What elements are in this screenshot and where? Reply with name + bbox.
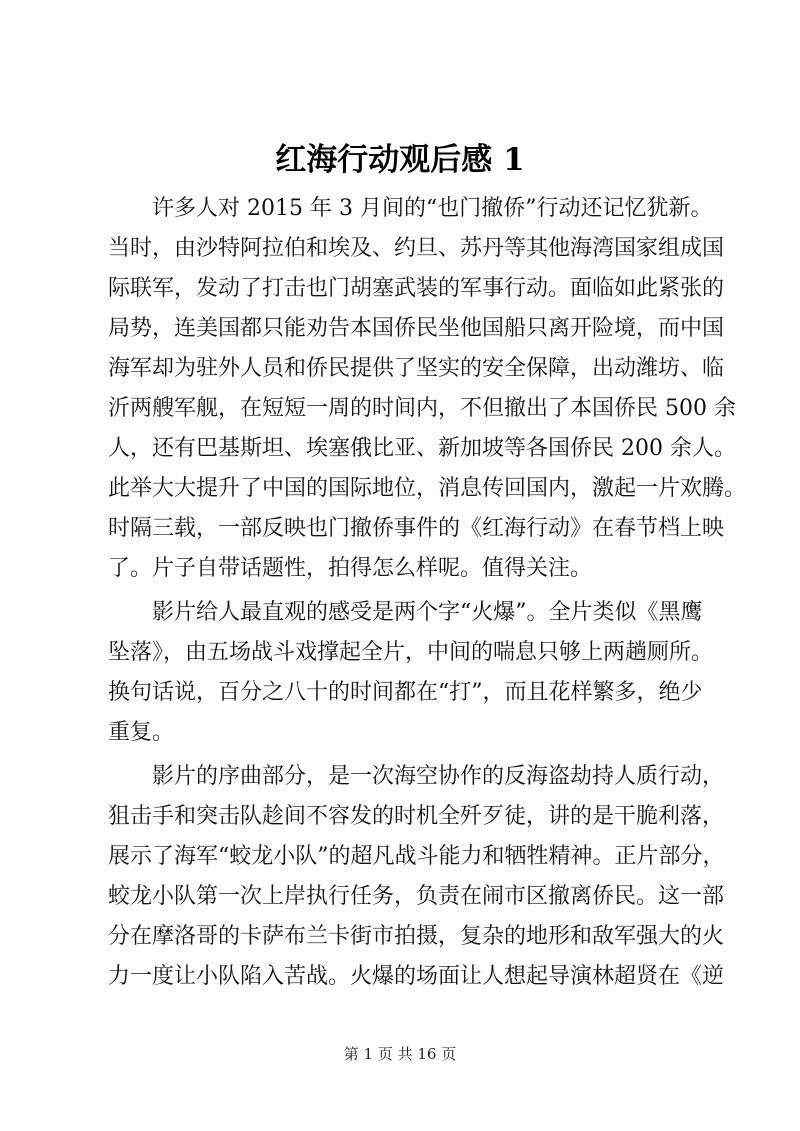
text-line: 分在摩洛哥的卡萨布兰卡街市拍摄，复杂的地形和敌军强大的火 xyxy=(108,924,725,949)
text-line: 狙击手和突击队趁间不容发的时机全歼歹徒，讲的是干脆利落， xyxy=(108,804,725,829)
text-line: 局势，连美国都只能劝告本国侨民坐他国船只离开险境，而中国 xyxy=(108,316,725,341)
text-line: 海军却为驻外人员和侨民提供了坚实的安全保障，出动潍坊、临 xyxy=(108,356,725,381)
text-line: 重复。 xyxy=(108,720,175,745)
text-line: 影片的序曲部分，是一次海空协作的反海盗劫持人质行动， xyxy=(152,764,725,789)
text-line: 此举大大提升了中国的国际地位，消息传回国内，激起一片欢腾。 xyxy=(108,476,747,501)
page-number-footer: 第 1 页 共 16 页 xyxy=(343,1045,457,1063)
text-line: 当时，由沙特阿拉伯和埃及、约旦、苏丹等其他海湾国家组成国 xyxy=(108,236,725,261)
text-line: 力一度让小队陷入苦战。火爆的场面让人想起导演林超贤在《逆 xyxy=(108,964,725,989)
text-line: 坠落》，由五场战斗戏撑起全片，中间的喘息只够上两趟厕所。 xyxy=(108,640,714,665)
text-line: 换句话说，百分之八十的时间都在“打”，而且花样繁多，绝少 xyxy=(108,680,703,705)
text-line: 沂两艘军舰，在短短一周的时间内，不但撤出了本国侨民 500 余 xyxy=(108,396,736,421)
text-line: 许多人对 2015 年 3 月间的“也门撤侨”行动还记忆犹新。 xyxy=(152,196,713,221)
text-line: 蛟龙小队第一次上岸执行任务，负责在闹市区撤离侨民。这一部 xyxy=(108,884,725,909)
text-line: 人，还有巴基斯坦、埃塞俄比亚、新加坡等各国侨民 200 余人。 xyxy=(108,436,736,461)
document-title: 红海行动观后感 1 xyxy=(275,142,525,178)
text-line: 时隔三载，一部反映也门撤侨事件的《红海行动》在春节档上映 xyxy=(108,516,725,541)
text-line: 展示了海军“蛟龙小队”的超凡战斗能力和牺牲精神。正片部分， xyxy=(108,844,725,869)
text-line: 了。片子自带话题性，拍得怎么样呢。值得关注。 xyxy=(108,556,593,581)
text-line: 际联军，发动了打击也门胡塞武装的军事行动。面临如此紧张的 xyxy=(108,276,725,301)
text-line: 影片给人最直观的感受是两个字“火爆”。全片类似《黑鹰 xyxy=(152,600,703,625)
